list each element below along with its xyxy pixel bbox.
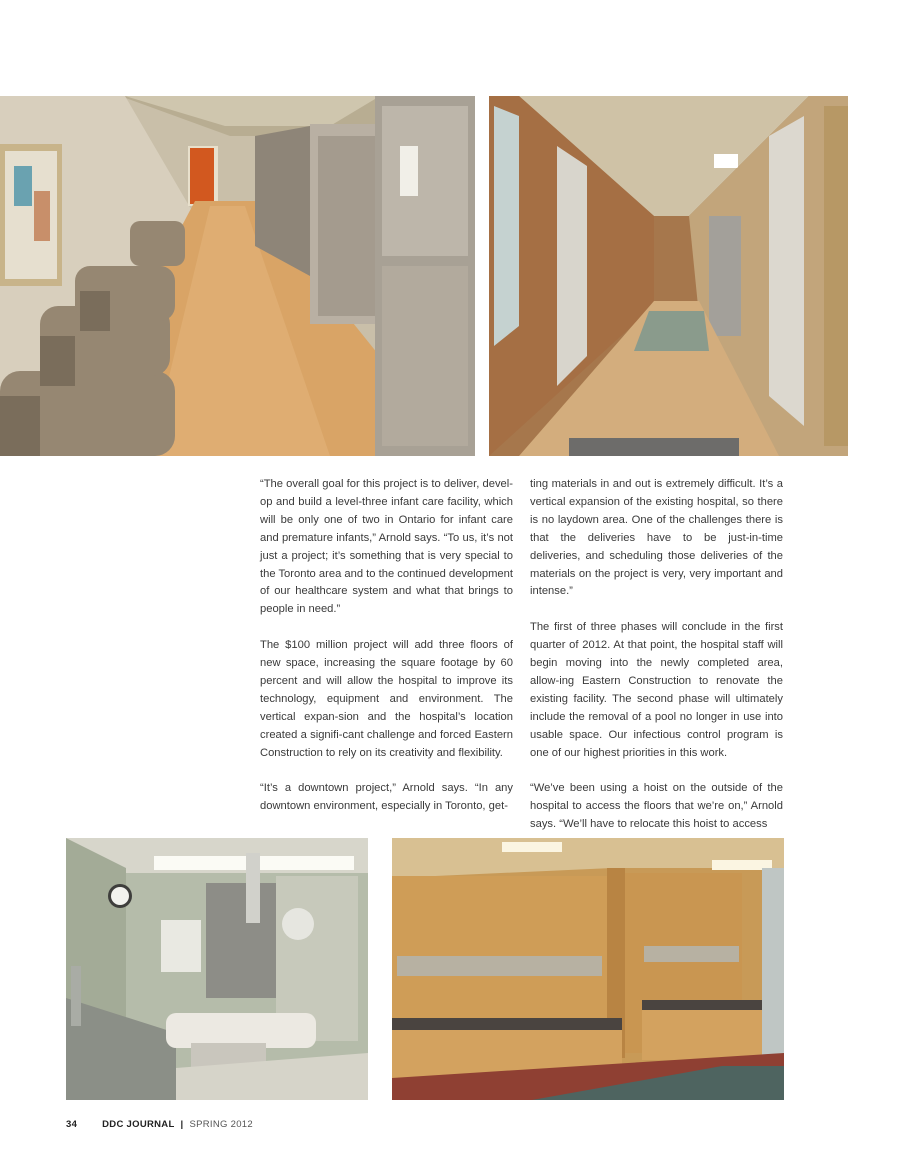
- photo-wood-panel-room: [392, 838, 784, 1100]
- paragraph-project-scope: The $100 million project will add three floors of new space, increasing the square footage by 60 percent and will allow the hospital to improve its technology, equipment and environment. The vertical expan-sion and the hospital’s location created a signifi-cant challenge and forced Eastern Construction to rely on its creativity and flexibility.: [260, 639, 513, 759]
- photo-corridor-waiting-area: [0, 96, 475, 456]
- footer-separator: |: [180, 1119, 184, 1130]
- paragraph-materials-delivery: ting materials in and out is extremely difficult. It’s a vertical expansion of the existing hospital, so there is no laydown area. One of the challenges there is that the deliveries have to be just-in-time deliveries, and scheduling those deliveries of the materials on the project is very, very important and intense.”: [530, 478, 783, 598]
- journal-title: DDC JOURNAL: [102, 1119, 175, 1130]
- page-footer: [66, 1119, 253, 1130]
- page-number: 34: [66, 1119, 78, 1130]
- article-column-right: [530, 476, 783, 834]
- paragraph-downtown-project: “It’s a downtown project,” Arnold says. “In any downtown environment, especially in Toronto, get-: [260, 782, 513, 813]
- paragraph-phases: The first of three phases will conclude in the first quarter of 2012. At that point, the hospital staff will begin moving into the newly completed area, allow-ing Eastern Construction to renovate the existing facility. The second phase will ultimately include the removal of a pool no longer in use into usable space. Our infectious control program is one of our highest priorities in this work.: [530, 621, 783, 759]
- photo-hospital-hallway: [489, 96, 848, 456]
- paragraph-hoist: “We’ve been using a hoist on the outside of the hospital to access the floors that we’re on,” Arnold says. “We’ll have to relocate this hoist to access: [530, 782, 783, 831]
- paragraph-overall-goal: “The overall goal for this project is to deliver, devel-op and build a level-three infant care facility, which will be only one of two in Ontario for infant care and premature infants,” Arnold says. “To us, it’s not just a project; it’s something that is very special to the Toronto area and to the continued development of our healthcare system and what that brings to people in need.”: [260, 478, 513, 616]
- photo-procedure-room: [66, 838, 368, 1100]
- journal-issue: SPRING 2012: [189, 1119, 253, 1130]
- article-column-left: [260, 476, 513, 816]
